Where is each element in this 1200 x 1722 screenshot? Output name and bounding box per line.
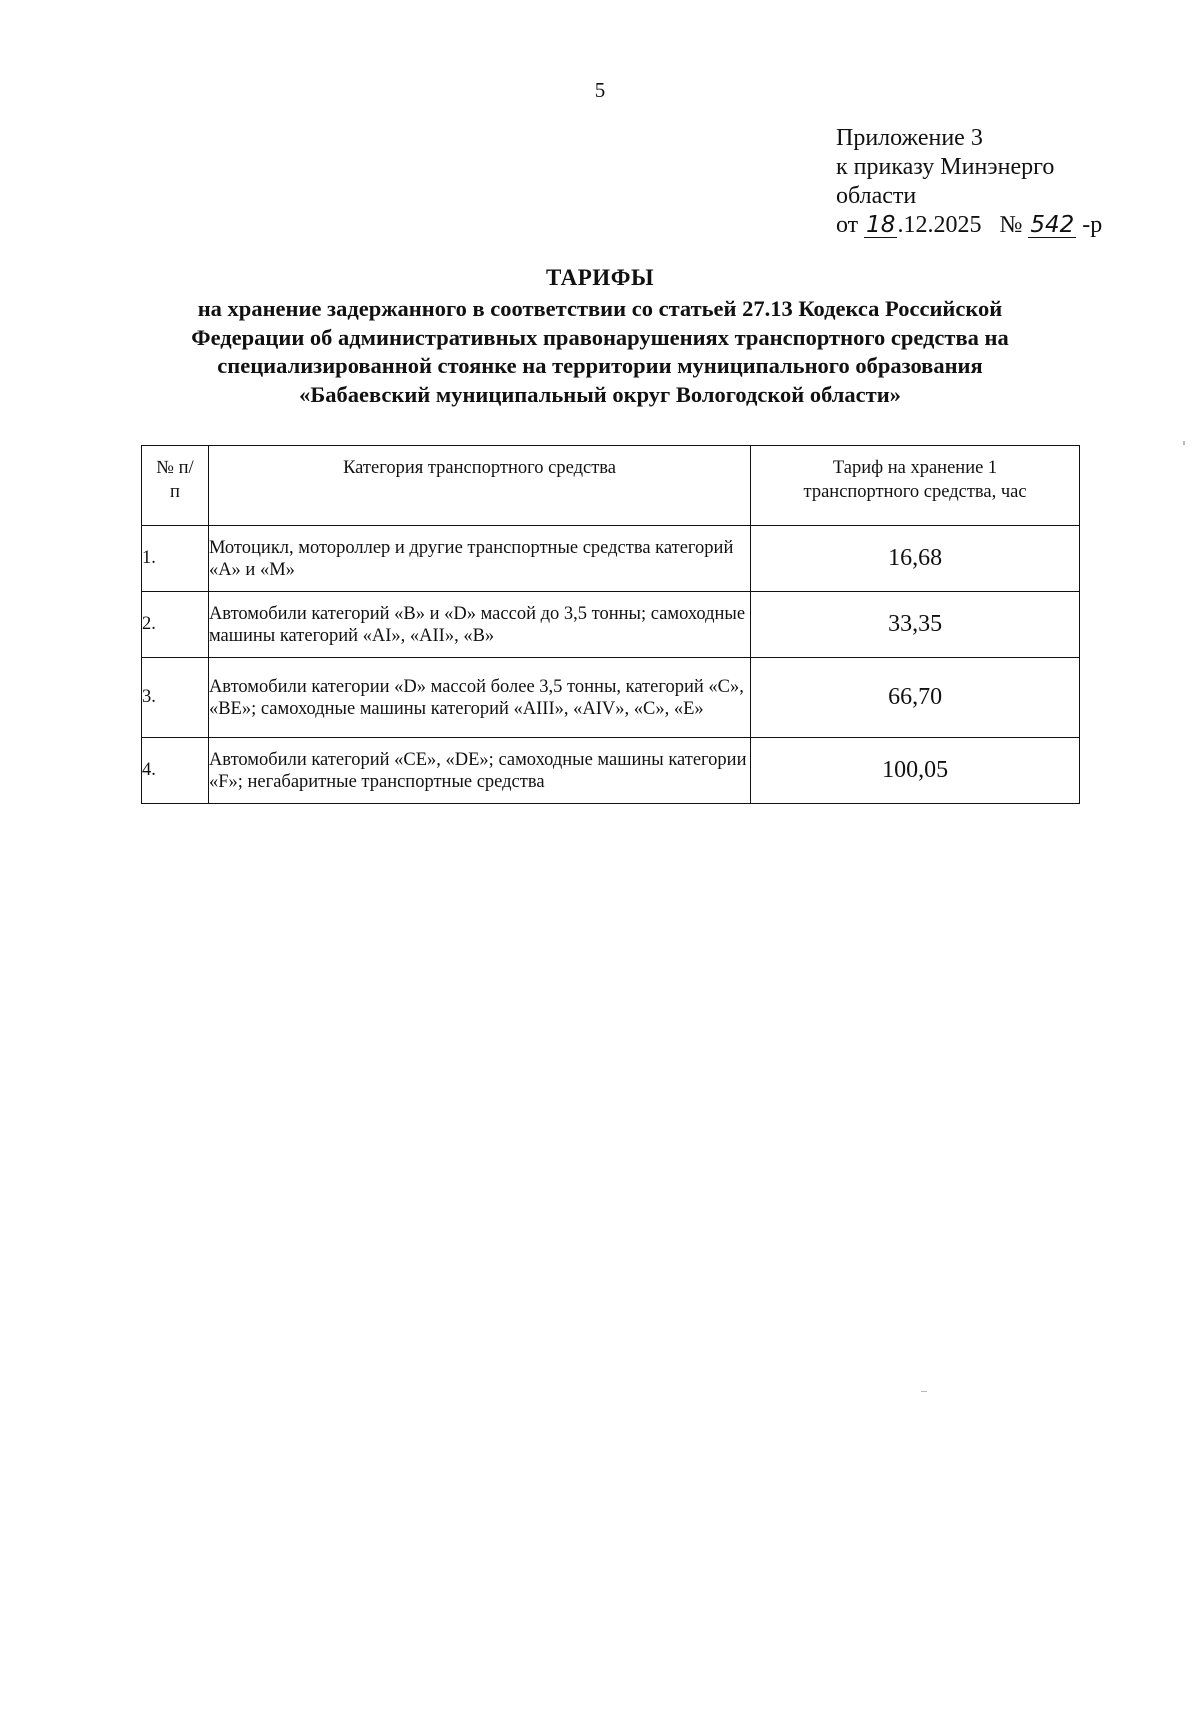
tariff-table xyxy=(141,445,1080,804)
row-category: Мотоцикл, мотороллер и другие транспортные средства категорий «А» и «М» xyxy=(208,526,750,592)
scan-speck xyxy=(921,1391,927,1392)
row-tariff: 66,70 xyxy=(751,658,1080,738)
table-row xyxy=(142,526,1080,592)
page-number: 5 xyxy=(594,78,606,102)
row-num: 4. xyxy=(142,738,209,804)
row-tariff: 16,68 xyxy=(751,526,1080,592)
scan-speck xyxy=(1183,441,1185,445)
row-num: 1. xyxy=(142,526,209,592)
row-num: 2. xyxy=(142,592,209,658)
handwritten-date-day: 18 xyxy=(866,212,896,238)
table-row xyxy=(142,592,1080,658)
row-num: 3. xyxy=(142,658,209,738)
table-row xyxy=(142,738,1080,804)
header-num: № п/п xyxy=(142,446,209,526)
date-rest: .12.2025 xyxy=(897,212,982,238)
table-row xyxy=(142,658,1080,738)
header-tariff: Тариф на хранение 1 транспортного средства, час xyxy=(751,446,1080,526)
appendix-line-1: Приложение 3 xyxy=(836,125,983,151)
number-suffix: -р xyxy=(1082,212,1103,238)
handwritten-order-number: 542 xyxy=(1030,212,1075,238)
row-category: Автомобили категорий «В» и «D» массой до 3,5 тонны; самоходные машины категорий «AI», «AII», «В» xyxy=(208,592,750,658)
document-title: ТАРИФЫ xyxy=(545,265,655,290)
table-header-row xyxy=(142,446,1080,526)
number-prefix: № xyxy=(999,212,1023,238)
row-tariff: 100,05 xyxy=(751,738,1080,804)
row-category: Автомобили категории «D» массой более 3,5 тонны, категорий «С», «ВЕ»; самоходные машины категорий «AIII», «AIV», «С», «Е» xyxy=(208,658,750,738)
row-tariff: 33,35 xyxy=(751,592,1080,658)
document-subtitle: на хранение задержанного в соответствии со статьей 27.13 Кодекса Российской Федерации об административных правонарушениях транспортного средства на специализированной стоянке на территории муниципального образования «Бабаевский муниципальный округ Вологодской области» xyxy=(191,296,1009,407)
date-prefix: от xyxy=(836,212,859,238)
appendix-line-2: к приказу Минэнерго xyxy=(836,154,1055,180)
appendix-line-3: области xyxy=(836,183,917,209)
appendix-date-line xyxy=(836,211,1102,240)
appendix-block xyxy=(836,124,1102,240)
header-category: Категория транспортного средства xyxy=(208,446,750,526)
row-category: Автомобили категорий «СЕ», «DE»; самоходные машины категории «F»; негабаритные транспортные средства xyxy=(208,738,750,804)
